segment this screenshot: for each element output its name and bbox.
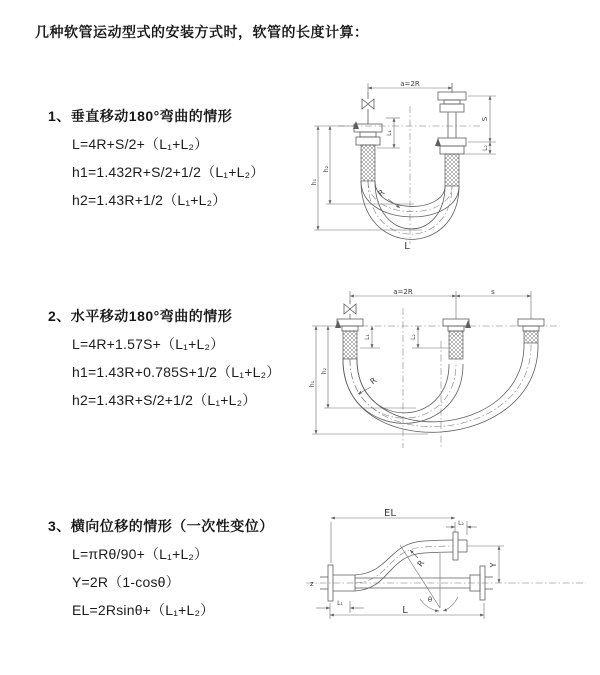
middle-fitting [443,319,469,359]
raised-flange [453,532,467,560]
radius-label: R [368,375,379,387]
dim-label-l1: L₁ [386,130,393,136]
radius-label: R [376,187,387,199]
section-2-heading: 2、水平移动180°弯曲的情形 [48,308,233,324]
dim-label-l2: L₂ [482,145,489,151]
centerline-break-mark: z [310,580,314,588]
hose-braid-hatch [524,331,538,343]
hose-u-bend [343,343,538,432]
dim-label-h2: h₂ [321,367,328,375]
diagram-horizontal-movement [308,286,580,456]
valve-icon [362,92,374,124]
diagram-lateral-displacement [300,505,592,637]
hose-braid-hatch [449,331,463,359]
dim-label-shift: s [491,288,495,296]
up-arrow-icon [335,320,341,328]
dim-label-span: a=2R [400,80,420,88]
up-arrow-icon [465,320,471,328]
dim-label-l2: L₂ [410,334,417,340]
dim-label-l2: L₂ [458,520,464,527]
left-fitting [354,124,382,181]
right-fitting [438,83,466,186]
hose-braid-hatch [445,154,459,186]
hose-braid-hatch [361,145,375,181]
page-title: 几种软管运动型式的安装方式时，软管的长度计算： [35,24,369,40]
dim-label-h2: h₂ [323,165,330,173]
dim-label-length: L [402,605,408,616]
section-1-heading: 1、垂直移动180°弯曲的情形 [48,108,233,124]
formula-line: EL=2Rsinθ+（L₁+L₂） [72,602,215,618]
valve-icon [344,300,356,319]
angle-label: θ [427,596,433,604]
dim-label-l1: L₁ [337,600,343,607]
formula-line: L=4R+1.57S+（L₁+L₂） [72,336,225,352]
formula-line: h2=1.43R+S/2+1/2（L₁+L₂） [72,392,257,408]
formula-line: L=4R+S/2+（L₁+L₂） [72,136,209,152]
hose-displaced-position [355,540,453,591]
dim-label-h1: h₁ [311,178,318,186]
diagram-vertical-movement [310,78,570,253]
formula-line: h1=1.43R+0.785S+1/2（L₁+L₂） [72,364,281,380]
formula-line: L=πRθ/90+（L₁+L₂） [72,546,209,562]
section-3-heading: 3、横向位移的情形（一次性变位） [48,518,274,534]
formula-line: Y=2R（1-cosθ） [72,574,180,590]
dim-label-span: a=2R [393,288,413,296]
dim-label-l1: L₁ [364,334,371,340]
radius-label: R [415,558,427,569]
dim-label-h1: h₁ [309,380,316,388]
dim-label-s: S [481,116,489,122]
formula-line: h2=1.43R+1/2（L₁+L₂） [72,192,227,208]
dim-label-y: Y [489,562,498,568]
hose-braid-hatch [343,331,357,359]
right-fitting [518,319,544,343]
formula-line: h1=1.432R+S/2+1/2（L₁+L₂） [72,164,265,180]
dim-label-el: EL [384,508,396,519]
length-label: L [404,241,410,252]
up-arrow-icon [435,138,441,146]
left-fitting [337,319,363,359]
